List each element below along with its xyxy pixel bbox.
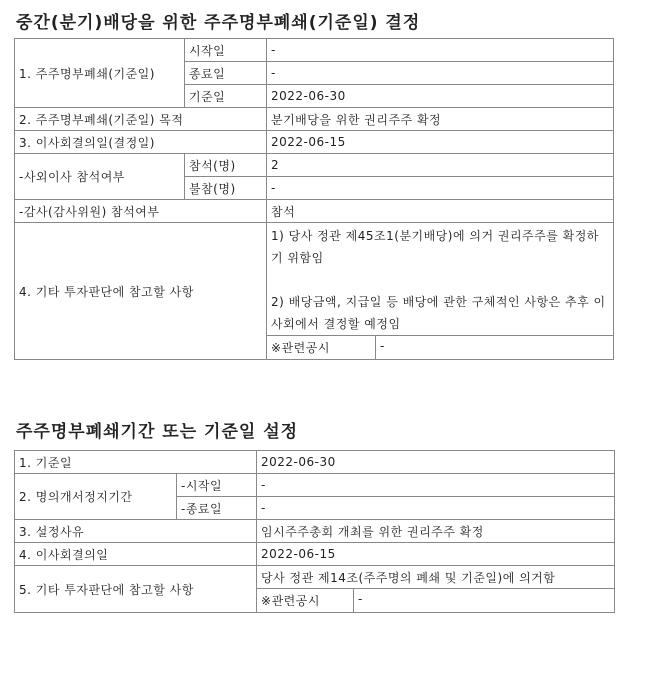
reason-label: 3. 설정사유 (15, 520, 257, 543)
start-date-value: - (267, 39, 614, 62)
related-disclosure-value-2: - (358, 592, 363, 606)
section1-title: 중간(분기)배당을 위한 주주명부폐쇄(기준일) 결정 (16, 13, 421, 33)
board-date-value: 2022-06-15 (267, 131, 614, 154)
board-date-label-2: 4. 이사회결의일 (15, 543, 257, 566)
start-date-label: 시작일 (185, 39, 267, 62)
other-info-text-1: 1) 당사 정관 제45조1(분기배당)에 의거 권리주주를 확정하기 위함임 (271, 229, 599, 265)
section2-title: 주주명부폐쇄기간 또는 기준일 설정 (16, 422, 299, 442)
suspension-period-label: 2. 명의개서정지기간 (15, 474, 177, 520)
auditor-label: -감사(감사위원) 참석여부 (15, 200, 267, 223)
related-disclosure-value: - (380, 339, 385, 353)
other-info-text (267, 223, 614, 336)
related-disclosure-label: ※관련공시 (267, 336, 376, 359)
related-disclosure-label-2: ※관련공시 (257, 589, 354, 612)
end-date-label: 종료일 (185, 62, 267, 85)
base-date-value: 2022-06-30 (267, 85, 614, 108)
purpose-value: 분기배당을 위한 권리주주 확정 (267, 108, 614, 131)
related-disclosure-cell-2 (257, 589, 615, 613)
present-count-value: 2 (267, 154, 614, 177)
other-info-label: 4. 기타 투자판단에 참고할 사항 (15, 223, 267, 360)
base-date-label-2: 1. 기준일 (15, 451, 257, 474)
base-date-value-2: 2022-06-30 (257, 451, 615, 474)
board-date-value-2: 2022-06-15 (257, 543, 615, 566)
absent-count-value: - (267, 177, 614, 200)
suspension-start-label: -시작일 (177, 474, 257, 497)
other-info-text-2: 2) 배당금액, 지급일 등 배당에 관한 구체적인 사항은 추후 이사회에서 결정할 예정임 (271, 295, 606, 331)
board-date-label: 3. 이사회결의일(결정일) (15, 131, 267, 154)
record-date-label: 1. 주주명부폐쇄(기준일) (15, 39, 185, 108)
outside-director-label: -사외이사 참석여부 (15, 154, 185, 200)
suspension-start-value: - (257, 474, 615, 497)
shareholder-register-table (14, 450, 615, 613)
present-count-label: 참석(명) (185, 154, 267, 177)
suspension-end-value: - (257, 497, 615, 520)
absent-count-label: 불참(명) (185, 177, 267, 200)
dividend-record-date-table (14, 38, 614, 360)
base-date-label: 기준일 (185, 85, 267, 108)
related-disclosure-cell (267, 336, 614, 360)
other-info-label-2: 5. 기타 투자판단에 참고할 사항 (15, 566, 257, 613)
end-date-value: - (267, 62, 614, 85)
suspension-end-label: -종료일 (177, 497, 257, 520)
other-info-text-3: 당사 정관 제14조(주주명의 폐쇄 및 기준일)에 의거함 (257, 566, 615, 589)
reason-value: 임시주주총회 개최를 위한 권리주주 확정 (257, 520, 615, 543)
auditor-value: 참석 (267, 200, 614, 223)
purpose-label: 2. 주주명부폐쇄(기준일) 목적 (15, 108, 267, 131)
